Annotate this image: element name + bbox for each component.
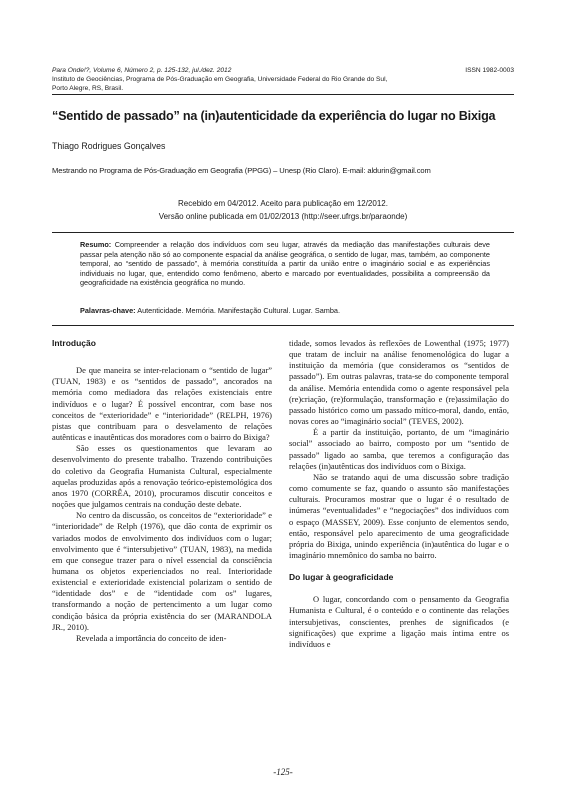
keywords xyxy=(80,306,490,315)
header-citation: Para Onde!?, Volume 6, Número 2, p. 125-132, jul./dez. 2012 xyxy=(52,67,232,74)
author-affiliation: Mestrando no Programa de Pós-Graduação em Geografia (PPGG) – Unesp (Rio Claro). E-mail: aldurin@gmail.com xyxy=(52,166,431,175)
left-column xyxy=(52,338,272,644)
paragraph: De que maneira se inter-relacionam o “sentido de lugar” (TUAN, 1983) e os “sentidos de passado”, ancorados na memória como mediadora das relações existenciais entre indivíduos e o lugar? É possível encontrar, com base nos conceitos de “exterioridade” e “interioridade” (RELPH, 1976) pistas que contribuam para o desvelamento de relações autênticas e inautênticas dos moradores com o bairro do Bixiga? xyxy=(52,365,272,443)
paragraph: O lugar, concordando com o pensamento da Geografia Humanista e Cultural, é o conteúdo e o continente das relações intersubjetivas, conscientes, prenhes de significados (e significações) que exprime a ligação mais íntima entre os indivíduos e xyxy=(289,594,509,649)
keywords-text: Autenticidade. Memória. Manifestação Cultural. Lugar. Samba. xyxy=(137,306,341,315)
paragraph: No centro da discussão, os conceitos de “exterioridade” e “interioridade” de Relph (1976), que dão conta de exprimir os variados modos de envolvimento dos indivíduos com o lugar; envolvimento que é “intersubjetivo” (TUAN, 1983), na medida em que consegue trazer para o nível essencial da consciência humana os objetos experienciados no real. Interioridade existencial e exterioridade existencial polarizam o sentido de “identidade dos” e de “identidade com os” lugares, transformando a noção de pertencimento a um lugar como condição básica da própria existência do ser (MARANDOLA JR., 2010). xyxy=(52,510,272,632)
header-location: Porto Alegre, RS, Brasil. xyxy=(52,85,124,92)
keywords-label: Palavras-chave: xyxy=(80,306,136,315)
paragraph: Não se tratando aqui de uma discussão sobre tradição como comumente se faz, quando o assunto são manifestações culturais. Procuramos mostrar que o lugar é o resultado de inúmeras “eventualidades” e “negociações” dos indivíduos com o espaço (MASSEY, 2009). Esse conjunto de elementos sendo, então, responsável pelo aparecimento de uma geograficidade própria do Bixiga, unindo experiência (in)autêntica do lugar e o imaginário mnemônico do samba no bairro. xyxy=(289,471,509,560)
abstract-bottom-rule xyxy=(52,325,514,326)
paragraph: Revelada a importância do conceito de iden- xyxy=(76,632,227,643)
received-date: Recebido em 04/2012. Aceito para publicação em 12/2012. xyxy=(178,199,388,208)
paragraph: tidade, somos levados às reflexões de Lowenthal (1975; 1977) que tratam de incluir na análise fenomenológica do lugar a instituição da memória (que consideramos os “sentidos de passado”). Em outras palavras, trata-se do componente temporal da análise. Memória entendida como o agente responsável pela (re)criação, (re)formulação, transformação e (re)assimilação do passado histórico como um passado mítico-moral, dando, então, novas cores ao “imaginário social” (TEVES, 2002). xyxy=(289,338,509,427)
article-title: “Sentido de passado” na (in)autenticidade da experiência do lugar no Bixiga xyxy=(52,109,496,123)
section-heading-intro: Introdução xyxy=(52,338,96,348)
issn: ISSN 1982-0003 xyxy=(465,67,514,74)
author-name: Thiago Rodrigues Gonçalves xyxy=(52,141,166,151)
section-heading-geograficidade: Do lugar à geograficidade xyxy=(289,572,394,583)
header-institution: Instituto de Geociências, Programa de Pós-Graduação em Geografia, Universidade Federal do Rio Grande do Sul, xyxy=(52,76,388,83)
publication-dates xyxy=(52,197,514,223)
page-number: -125- xyxy=(273,767,293,777)
abstract-label: Resumo: xyxy=(80,240,112,249)
abstract xyxy=(80,240,490,288)
abstract-top-rule xyxy=(52,232,514,233)
header-rule xyxy=(52,94,514,95)
paragraph: É a partir da instituição, portanto, de um “imaginário social” associado ao bairro, composto por um “sentido de passado” ligado ao samba, que teremos a configuração das relações (in)autênticas dos indivíduos com o Bixiga. xyxy=(289,427,509,471)
abstract-text: Compreender a relação dos indivíduos com seu lugar, através da mediação das manifestações culturais deve passar pela atenção não só ao componente espacial da análise geográfica, o sentido de lugar, mas, também, ao componente temporal, ao “sentido de passado”, à memória constituída a partir da união entre o imaginário social e as experiências individuais no lugar, que, entendido como fenômeno, aberto e marcado por eventualidades, possibilita a compreensão da geograficidade na existência geográfica no mundo. xyxy=(80,240,490,288)
paragraph: São esses os questionamentos que levaram ao desenvolvimento do presente trabalho. Trazendo contribuições do coletivo da Geografia Humanista Cultural, especialmente aquelas produzidas após a renovação teórico-epistemológica dos anos 1970 (CORRÊA, 2010), procuramos discutir conceitos e noções que julgamos centrais na condução deste debate. xyxy=(52,443,272,510)
journal-header xyxy=(52,66,514,93)
right-column xyxy=(289,338,509,650)
online-version: Versão online publicada em 01/02/2013 (http://seer.ufrgs.br/paraonde) xyxy=(158,212,408,221)
